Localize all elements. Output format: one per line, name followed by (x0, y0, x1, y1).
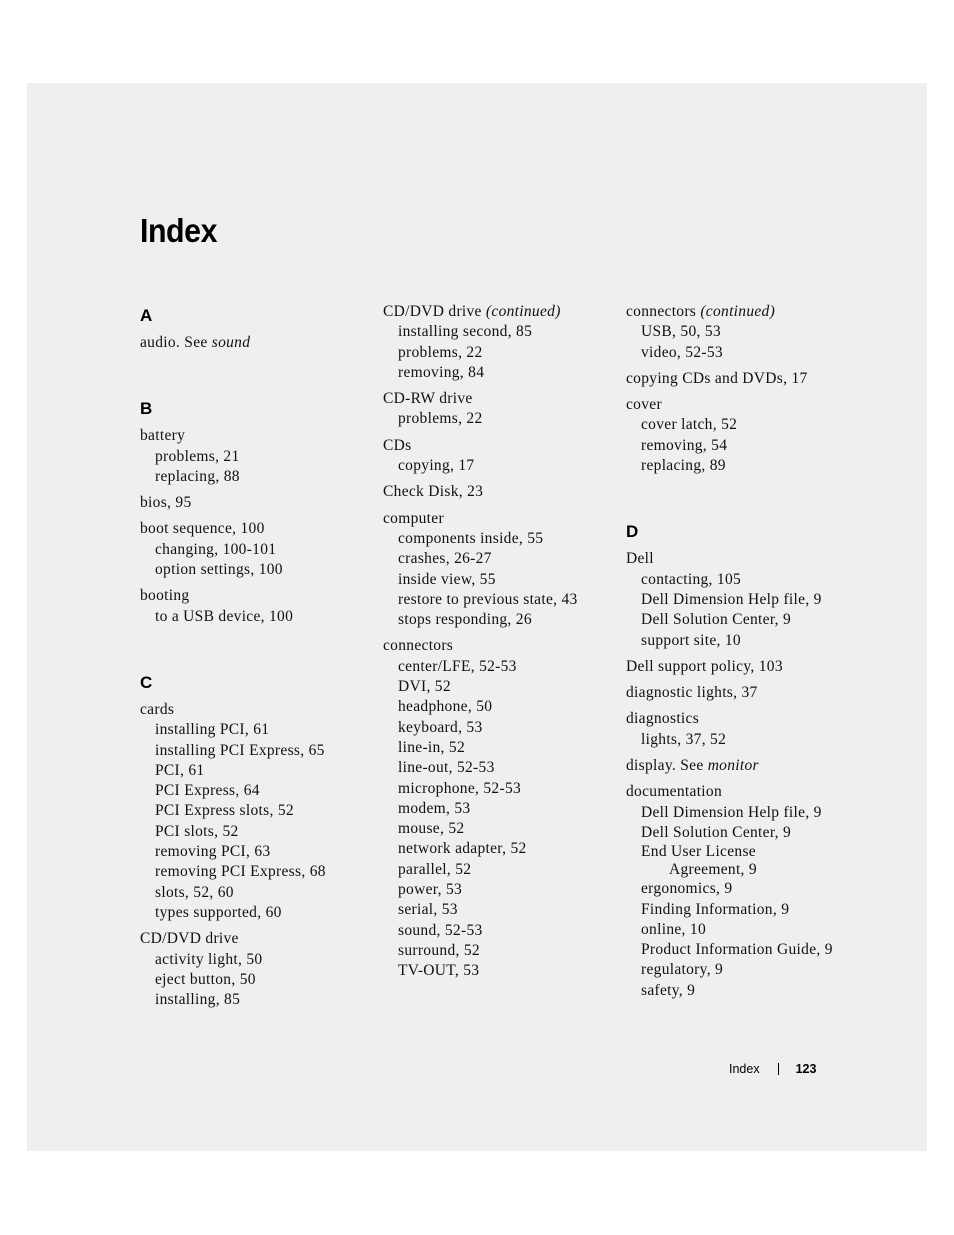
index-subentry: cover latch, 52 (641, 416, 738, 434)
page-number: 123 (795, 1062, 817, 1076)
index-subentry: copying, 17 (398, 457, 475, 475)
index-subentry: contacting, 105 (641, 570, 742, 588)
index-column-1 (140, 302, 370, 1010)
index-entry-dell-support-policy: Dell support policy, 103 (626, 657, 783, 675)
index-entry-check-disk: Check Disk, 23 (383, 483, 484, 501)
index-subentry: safety, 9 (641, 981, 696, 999)
index-subentry: ergonomics, 9 (641, 880, 733, 898)
index-subentry: PCI Express, 64 (155, 782, 260, 800)
letter-heading-a: A (140, 306, 153, 325)
letter-heading-c: C (140, 672, 153, 692)
index-subentry: crashes, 26-27 (398, 550, 492, 568)
index-subentry-continued: Agreement, 9 (669, 861, 757, 879)
index-entry-audio: audio. See sound (140, 334, 251, 351)
index-entry-diagnostics: diagnostics (626, 710, 700, 728)
index-subentry: inside view, 55 (398, 570, 496, 588)
index-subentry: Finding Information, 9 (641, 900, 790, 918)
index-subentry: center/LFE, 52-53 (398, 657, 517, 675)
index-subentry: removing PCI Express, 68 (155, 863, 326, 881)
page-footer (729, 1062, 816, 1076)
index-subentry: to a USB device, 100 (155, 607, 294, 625)
index-entry-cover: cover (626, 396, 662, 414)
index-subentry: Dell Solution Center, 9 (641, 611, 792, 629)
index-subentry: Product Information Guide, 9 (641, 941, 833, 959)
index-subentry: replacing, 88 (155, 467, 240, 485)
index-subentry: serial, 53 (398, 901, 458, 919)
index-subentry: eject button, 50 (155, 970, 256, 988)
index-subentry: microphone, 52-53 (398, 779, 522, 797)
index-subentry: problems, 22 (398, 343, 483, 361)
index-subentry: DVI, 52 (398, 678, 451, 696)
index-subentry: components inside, 55 (398, 529, 544, 547)
index-subentry: installing PCI Express, 65 (155, 741, 325, 759)
letter-heading-b: B (140, 399, 153, 419)
index-entry-cddvd-drive: CD/DVD drive (140, 930, 239, 948)
index-subentry: types supported, 60 (155, 903, 282, 921)
index-subentry: removing, 84 (398, 363, 485, 381)
index-subentry: regulatory, 9 (641, 961, 724, 979)
index-subentry: slots, 52, 60 (155, 883, 234, 901)
index-entry-boot-sequence: boot sequence, 100 (140, 520, 265, 538)
index-entry-bios: bios, 95 (140, 494, 192, 512)
index-entry-cddvd-continued: CD/DVD drive (continued) (383, 303, 561, 320)
index-subentry: modem, 53 (398, 799, 471, 817)
index-subentry: activity light, 50 (155, 950, 263, 968)
index-subentry: Dell Dimension Help file, 9 (641, 590, 822, 608)
index-subentry: power, 53 (398, 881, 463, 899)
index-entry-battery: battery (140, 427, 186, 445)
index-entry-cds: CDs (383, 436, 412, 454)
index-subentry: PCI, 61 (155, 761, 205, 779)
index-entry-documentation: documentation (626, 783, 723, 801)
index-entry-copying: copying CDs and DVDs, 17 (626, 369, 808, 387)
index-subentry: parallel, 52 (398, 860, 472, 878)
index-entry-computer: computer (383, 509, 444, 527)
index-subentry: option settings, 100 (155, 561, 283, 579)
index-subentry: network adapter, 52 (398, 840, 527, 858)
index-subentry: changing, 100-101 (155, 540, 277, 558)
index-subentry: End User License (641, 843, 756, 861)
index-subentry: problems, 21 (155, 447, 240, 465)
index-subentry: installing second, 85 (398, 323, 533, 341)
index-subentry: keyboard, 53 (398, 718, 483, 736)
index-subentry: Dell Dimension Help file, 9 (641, 803, 822, 821)
index-subentry: USB, 50, 53 (641, 323, 721, 341)
index-subentry: PCI Express slots, 52 (155, 802, 294, 820)
index-subentry: installing, 85 (155, 991, 241, 1009)
index-subentry: headphone, 50 (398, 698, 493, 716)
index-column-3 (626, 302, 856, 1001)
index-entry-cdrw-drive: CD-RW drive (383, 390, 473, 408)
index-subentry: PCI slots, 52 (155, 822, 239, 840)
index-subentry: support site, 10 (641, 631, 741, 649)
index-column-2 (383, 302, 613, 982)
index-subentry: replacing, 89 (641, 457, 726, 475)
index-entry-display: display. See monitor (626, 757, 759, 775)
index-subentry: line-in, 52 (398, 738, 466, 756)
index-subentry: TV-OUT, 53 (398, 962, 480, 980)
index-subentry: sound, 52-53 (398, 921, 483, 939)
index-subentry: mouse, 52 (398, 820, 465, 838)
index-entry-connectors: connectors (383, 637, 454, 655)
footer-divider (778, 1063, 779, 1075)
index-entry-cards: cards (140, 700, 175, 718)
footer-section: Index (729, 1062, 760, 1076)
index-entry-connectors-continued: connectors (continued) (626, 303, 776, 320)
index-subentry: line-out, 52-53 (398, 759, 495, 777)
index-subentry: removing PCI, 63 (155, 843, 271, 861)
index-subentry: Dell Solution Center, 9 (641, 823, 792, 841)
index-subentry: installing PCI, 61 (155, 721, 270, 739)
index-subentry: restore to previous state, 43 (398, 590, 578, 608)
letter-heading-d: D (626, 522, 639, 542)
index-entry-dell: Dell (626, 550, 654, 568)
index-entry-diagnostic-lights: diagnostic lights, 37 (626, 684, 758, 702)
page-title: Index (140, 212, 218, 249)
index-subentry: video, 52-53 (641, 343, 723, 361)
index-subentry: online, 10 (641, 920, 706, 938)
index-subentry: surround, 52 (398, 941, 480, 959)
index-subentry: problems, 22 (398, 410, 483, 428)
index-subentry: stops responding, 26 (398, 611, 532, 629)
index-subentry: lights, 37, 52 (641, 730, 727, 748)
index-subentry: removing, 54 (641, 436, 728, 454)
index-entry-booting: booting (140, 587, 190, 605)
